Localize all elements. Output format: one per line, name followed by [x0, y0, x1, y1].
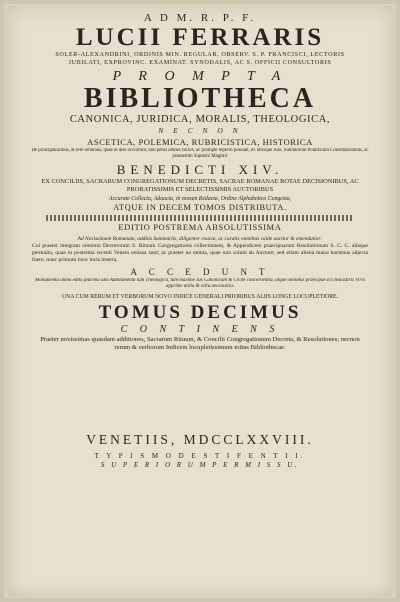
benedicti-heading: BENEDICTI XIV. — [116, 162, 284, 177]
una-cum-line: UNA CUM RERUM ET VERBORUM NOVO INDICE GENERALI PRIORIBUS ALIIS LONGE LOCUPLETIORE. — [61, 293, 339, 300]
atque-line: ATQUE IN DECEM TOMOS DISTRIBUTA. — [113, 203, 287, 213]
superiorum-line: S U P E R I O R U M P E R M I S S U. — [100, 461, 300, 470]
editio-line: EDITIO POSTREMA ABSOLUTISSIMA — [118, 223, 282, 233]
title-page — [8, 6, 392, 596]
praeter-paragraph: Praeter novissimas quasdam additiones, Sacrarum Rituum, & Concilii Congregationum Decreta, & Resolutiones; necnon rerum & verborum Indicem locupletissimum totius Bibliothecae. — [40, 335, 360, 351]
typis-line: T Y P I S M O D E S T I F E N T I I. — [94, 452, 306, 461]
blank-space — [28, 352, 372, 432]
monumenta-text: Monumenta antea edita plurima alia Additamenta tum Theologica, tum maxime Jus Canonicum & Civile concernentia, atque omnibus praecipue Ecclesiasticis Viris apprime utilia & scitu necessaria. — [35, 277, 365, 290]
tomus-heading: TOMUS DECIMUS — [98, 301, 302, 323]
author-titles-1: SOLER-ALEXANDRINI, ORDINIS MIN. REGULAR. OBSERV. S. P. FRANCISCI, LECTORIS — [55, 51, 345, 58]
ornament-divider — [46, 215, 354, 221]
accurate-line: Accurate Collecta, Adaucta, in novam Redacta, Ordine Alphabetico Congesta, — [108, 196, 292, 203]
prompta-heading: P R O M P T A — [112, 69, 288, 84]
accedunt-heading: A C C E D U N T — [130, 266, 270, 277]
ad-novissimam-line: Ad Novissimam Romanam, additis Summariis, diligenter exacta, ac curatis omnibus valde auctior & emendatior: — [77, 236, 323, 243]
de-principalioribus-text: De principalioribus, & fere omnibus, quae in dies occurrunt, non petus omnes facilis, ac prompte reperiri possunt, ex utrisque Jure, Summorum Pontificum Constitutionibus, ac praesertim Supremi Magistri — [31, 148, 369, 159]
author-titles-2: JUBILATI, EXPROVINC. EXAMINAT. SYNODALIS, AC S. OFFICII CONSULTORIS — [68, 59, 332, 66]
nec-non-line: N E C N O N — [158, 126, 242, 135]
bibliotheca-heading: BIBLIOTHECA — [83, 85, 317, 113]
ex-conciliis-text: EX CONCILIIS, SACRARUM CONGREGATIONUM DECRETIS, SACRAE ROMANAE ROTAE DECISIONIBUS, AC PROBATISSIMIS ET SELECTISSIMIS AUCTORIBUS — [41, 178, 359, 194]
canonica-line: CANONICA, JURIDICA, MORALIS, THEOLOGICA, — [69, 114, 331, 125]
imprint-line: VENETIIS, MDCCLXXVIII. — [86, 432, 314, 448]
cui-praeter-paragraph: Cui praeter integram omnium Decretorum S. Rituum Congregationis collectionem, & Appendicem praecipuarum Resolutionum S. C. C. aliaque permulta, quae in postrema recenti Veneta omissa sunt; ac praeter ea omnia, quae non solum ab Auctore, sed etiam aliena manu hactenus adjecta fuere, nunc primum iisce locis inserta, — [32, 243, 368, 263]
author-name: LUCII FERRARIS — [75, 24, 325, 51]
author-prefix: A D M. R. P. F. — [143, 12, 257, 24]
continens-line: C O N T I N E N S — [120, 323, 280, 335]
ascetica-line: ASCETICA, POLEMICA, RUBRICISTICA, HISTORICA — [87, 137, 313, 147]
